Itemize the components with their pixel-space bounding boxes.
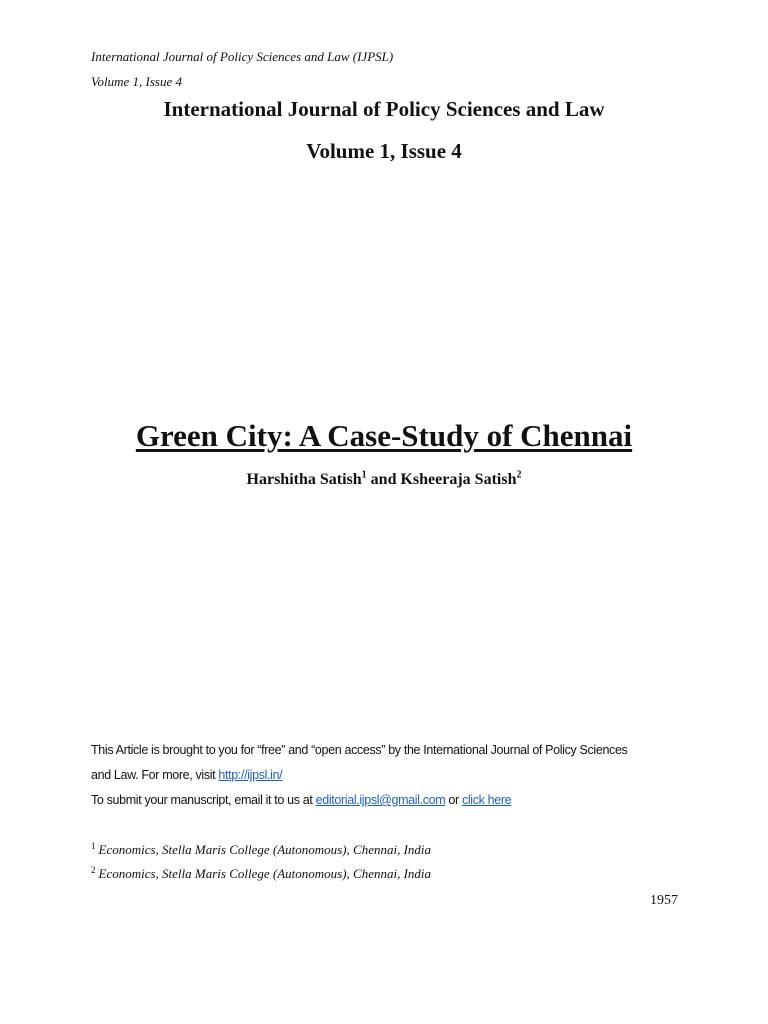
click-here-link[interactable]: click here xyxy=(461,793,512,807)
editorial-email-link[interactable]: editorial.ijpsl@gmail.com xyxy=(315,793,446,807)
footnote-1 xyxy=(91,838,431,862)
footnote-1-mark: 1 xyxy=(91,840,96,851)
article-title: Green City: A Case-Study of Chennai xyxy=(135,418,633,453)
access-note-line-2 xyxy=(91,763,691,788)
author-2-name: Ksheeraja Satish xyxy=(400,471,517,488)
author-1-footnote-mark: 1 xyxy=(361,469,367,481)
page-number: 1957 xyxy=(650,893,678,908)
footnote-2-text: Economics, Stella Maris College (Autonomous), Chennai, India xyxy=(98,866,432,881)
footnote-2 xyxy=(91,862,431,886)
footnote-2-mark: 2 xyxy=(91,864,96,875)
access-note-line-3 xyxy=(91,788,691,813)
author-1-name: Harshitha Satish xyxy=(246,471,362,488)
header-journal-line: International Journal of Policy Sciences and Law (IJPSL) xyxy=(91,49,394,64)
author-line xyxy=(0,469,768,491)
volume-issue-title: Volume 1, Issue 4 xyxy=(306,139,462,163)
author-2-footnote-mark: 2 xyxy=(516,469,522,481)
header-issue-line: Volume 1, Issue 4 xyxy=(91,74,182,89)
or-text: or xyxy=(445,793,462,807)
journal-site-link[interactable]: http://ijpsl.in/ xyxy=(218,768,283,782)
running-header xyxy=(91,44,393,94)
article-title-block xyxy=(0,416,768,456)
journal-title: International Journal of Policy Sciences and Law xyxy=(163,97,605,121)
open-access-note xyxy=(91,738,691,813)
submit-text: To submit your manuscript, email it to us at xyxy=(91,793,316,807)
access-note-line-1: This Article is brought to you for “free” and “open access” by the International Journal of Policy Sciences xyxy=(91,743,628,757)
author-conjunction: and xyxy=(366,471,401,488)
visit-text: and Law. For more, visit xyxy=(91,768,219,782)
footnote-1-text: Economics, Stella Maris College (Autonomous), Chennai, India xyxy=(98,842,432,857)
footnotes xyxy=(91,838,431,886)
